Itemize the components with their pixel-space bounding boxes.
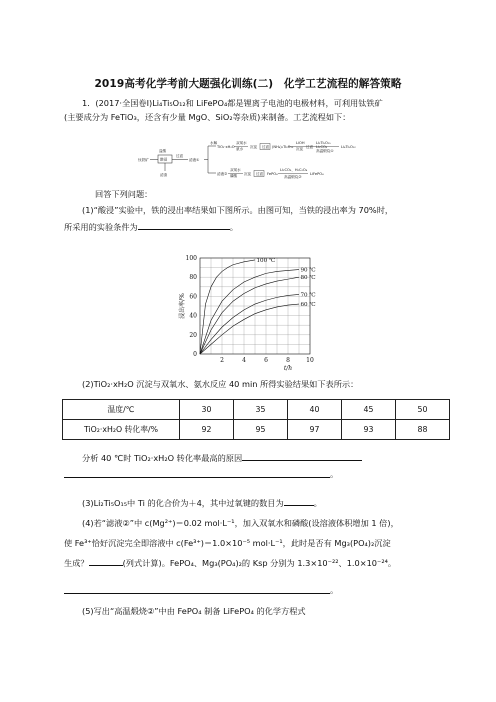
table-cell: 92 (180, 420, 234, 440)
y-axis-label: 浸出率/% (179, 293, 186, 319)
svg-text:氨水: 氨水 (236, 147, 244, 151)
part-3-line (82, 497, 322, 509)
y-tick-label: 80 (189, 274, 197, 282)
answer-line-2[interactable] (64, 477, 330, 478)
svg-text:FePO₄: FePO₄ (267, 172, 278, 176)
table-cell: TiO₂·xH₂O 转化率/% (63, 420, 180, 440)
flow-residue: 滤渣 (160, 173, 168, 177)
part-4-text-a: 生成？ (64, 558, 89, 568)
flow-reagent1: 盐酸 (159, 149, 167, 153)
part-2-analysis-text: 分析 40 ℃时 TiO₂·xH₂O 转化率最高的原因 (82, 453, 243, 463)
y-tick-label: 20 (189, 331, 197, 339)
svg-text:Li₂CO₃、H₂C₂O₄: Li₂CO₃、H₂C₂O₄ (280, 168, 308, 172)
answer-blank-1[interactable] (138, 221, 230, 230)
svg-text:双氧水: 双氧水 (236, 141, 247, 145)
svg-text:LiOH: LiOH (296, 141, 305, 145)
svg-text:(NH₄)₂Ti₅O₁₅: (NH₄)₂Ti₅O₁₅ (272, 145, 294, 149)
flow-start: 钛铁矿 (138, 158, 149, 162)
answer-line-4[interactable] (64, 593, 330, 594)
part-4-line-3 (64, 557, 396, 569)
table-row (63, 420, 450, 440)
flow-filtrate1: 滤液① (189, 158, 200, 162)
period: 。 (330, 585, 339, 595)
svg-text:滤液②: 滤液② (217, 172, 228, 176)
svg-text:沉淀: 沉淀 (250, 145, 258, 149)
svg-text:过滤: 过滤 (306, 145, 314, 149)
part-3-text: (3)Li₂Ti₅O₁₅中 Ti 的化合价为＋4，其中过氧键的数目为 (82, 498, 284, 508)
conversion-table (62, 399, 450, 440)
x-tick-label: 10 (306, 357, 314, 364)
answer-prompt: 回答下列问题： (95, 189, 153, 199)
series-label: 60 ℃ (300, 302, 316, 309)
y-tick-label: 100 (185, 255, 197, 262)
period: 。 (330, 469, 339, 479)
table-cell: 温度/℃ (63, 400, 180, 420)
question-1-line-2: (主要成分为 FeTiO₃，还含有少量 MgO、SiO₂等杂质)来制备。工艺流程如下： (64, 112, 351, 122)
table-cell: 35 (234, 400, 288, 420)
leaching-rate-chart (178, 252, 328, 374)
x-axis-label: t/h (283, 365, 293, 372)
answer-blank-4[interactable] (89, 557, 123, 566)
period: 。 (313, 498, 322, 508)
x-tick-label: 6 (264, 357, 268, 364)
table-cell: 95 (234, 420, 288, 440)
flow-filter1: 过滤 (176, 154, 184, 158)
table-cell: 50 (396, 400, 450, 420)
x-tick-label: 4 (242, 357, 246, 364)
series-label: 70 ℃ (300, 292, 316, 299)
svg-text:Li₄Ti₅O₁₂: Li₄Ti₅O₁₂ (341, 145, 356, 149)
series-label: 80 ℃ (300, 275, 316, 282)
part-1-prompt: 所采用的实验条件为 (64, 222, 138, 232)
table-cell: 88 (396, 420, 450, 440)
series-label: 90 ℃ (300, 267, 316, 274)
series-label: 100 ℃ (256, 257, 276, 264)
series-line (200, 304, 299, 354)
x-tick-label: 8 (286, 357, 290, 364)
table-cell: 93 (342, 420, 396, 440)
table-cell: 40 (288, 400, 342, 420)
svg-text:双氧水: 双氧水 (230, 168, 241, 172)
part-5-line: (5)写出“高温煅烧②”中由 FePO₄ 制备 LiFePO₄ 的化学方程式 (82, 606, 306, 616)
table-cell: 97 (288, 420, 342, 440)
answer-blank-2[interactable] (242, 452, 362, 461)
part-4-line-2: 使 Fe³⁺恰好沉淀完全即溶液中 c(Fe³⁺)＝1.0×10⁻⁵ mol·L⁻¹，此时是否有 Mg₃(PO₄)₂沉淀 (64, 538, 391, 548)
period: 。 (229, 222, 238, 232)
y-tick-label: 40 (189, 312, 197, 320)
svg-text:过滤: 过滤 (256, 172, 264, 176)
svg-text:水解: 水解 (210, 141, 218, 145)
table-cell: 30 (180, 400, 234, 420)
svg-text:沉淀: 沉淀 (244, 172, 252, 176)
page-title: 2019高考化学考前大题强化训练(二) 化学工艺流程的解答策略 (94, 78, 402, 90)
part-1-line-1: (1)“酸浸”实验中，铁的浸出率结果如下图所示。由图可知，当铁的浸出率为 70%时， (82, 205, 394, 215)
svg-text:磷酸: 磷酸 (230, 174, 238, 178)
svg-text:Li₂Ti₅O₁₅: Li₂Ti₅O₁₅ (316, 141, 331, 145)
table-cell: 45 (342, 400, 396, 420)
part-4-text-b: (列式计算)。FePO₄、Mg₃(PO₄)₂的 Ksp 分别为 1.3×10⁻²²、1.0×10⁻²⁴。 (122, 558, 397, 568)
svg-text:酸浸: 酸浸 (160, 157, 168, 162)
y-tick-label: 60 (189, 293, 197, 301)
svg-text:TiO₂·xH₂O: TiO₂·xH₂O (217, 145, 235, 149)
table-row (63, 400, 450, 420)
svg-text:沉淀: 沉淀 (296, 147, 304, 151)
svg-text:高温煅烧①: 高温煅烧① (316, 149, 334, 153)
part-4-line-1: (4)若“滤液②”中 c(Mg²⁺)＝0.02 mol·L⁻¹，加入双氧水和磷酸(设溶液体积增加 1 倍)， (82, 518, 399, 528)
answer-blank-3[interactable] (284, 497, 314, 506)
question-1-line-1: 1．(2017·全国卷Ⅰ)Li₄Ti₅O₁₂和 LiFePO₄都是锂离子电池的电极材料，可利用钛铁矿 (82, 98, 383, 108)
part-2-line: (2)TiO₂·xH₂O 沉淀与双氧水、氨水反应 40 min 所得实验结果如下表所示： (82, 379, 359, 389)
svg-text:Li₂CO₃: Li₂CO₃ (316, 145, 328, 149)
process-flow-diagram (138, 138, 363, 182)
svg-text:过滤: 过滤 (262, 145, 270, 149)
y-tick-label: 0 (193, 351, 197, 358)
svg-text:LiFePO₄: LiFePO₄ (310, 172, 324, 176)
svg-text:高温煅烧②: 高温煅烧② (284, 175, 302, 179)
part-1-line-2 (64, 221, 238, 233)
part-2-analysis (82, 452, 362, 464)
x-tick-label: 2 (220, 357, 224, 364)
